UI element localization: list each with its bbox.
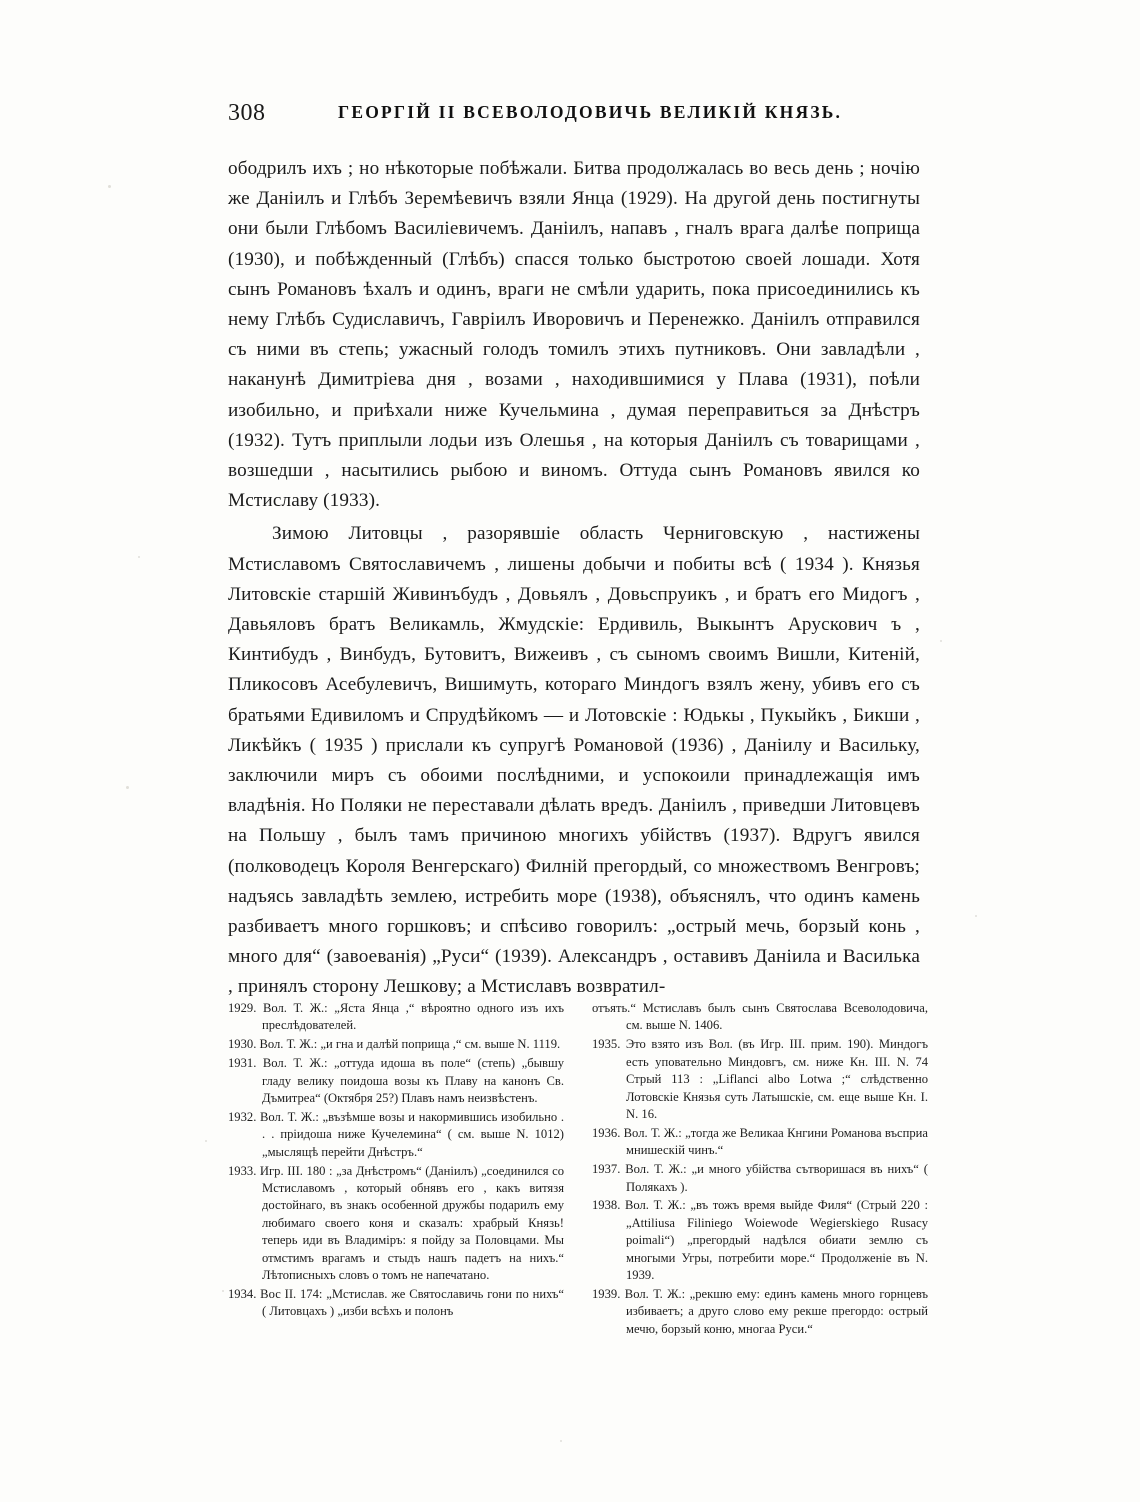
scan-speck <box>126 786 129 789</box>
footnote: 1937. Вол. Т. Ж.: „и много убійства сътворишася въ нихъ“ ( Полякахъ ). <box>592 1162 928 1194</box>
scan-speck <box>205 1140 207 1142</box>
body-text <box>228 154 920 1003</box>
page-number: 308 <box>228 100 266 126</box>
scan-speck <box>560 1440 562 1442</box>
scan-speck <box>108 185 111 188</box>
footnote: 1933. Игр. III. 180 : „за Днѣстромъ“ (Даніилъ) „соединился со Мстиславомъ , который обнявъ его , какъ витязя достойнаго, въ знакъ особенной дружбы подарилъ ему любимаго своего коня и сказалъ: храбрый Князь! теперь иди въ Владиміръ: я пойду за Половцами. Мы отмстимъ врагамъ и стыдъ нашъ падетъ на нихъ.“ Лѣтописныхъ словъ о томъ не напечатано. <box>228 1163 564 1283</box>
footnote: 1936. Вол. Т. Ж.: „тогда же Великаа Кнгини Романова въсприа мнишескій чинъ.“ <box>592 1125 928 1158</box>
footnote: 1931. Вол. Т. Ж.: „оттуда идоша въ поле“ (степь) „бывшу гладу велику поидоша возы къ Плаву на канонъ Св. Дъмитреа“ (Октября 25?) Плавъ намъ неизвѣстенъ. <box>228 1056 564 1106</box>
page-content <box>228 98 920 1003</box>
footnotes <box>228 1000 928 1338</box>
scan-speck <box>940 640 942 642</box>
scan-speck <box>975 915 977 917</box>
page-header <box>228 98 920 132</box>
footnote: 1938. Вол. Т. Ж.: „въ тожъ время выйде Филя“ (Стрый 220 : „Attiliusa Filiniego Woiewode Wegierskiego Rusacy poimali“) „прегордый надѣлся обиати землю съ многыми Угры, потребити море.“ Продолженіе въ N. 1939. <box>592 1198 928 1283</box>
footnote: 1934. Вос II. 174: „Мстислав. же Святославичь гони по нихъ“ ( Литовцахъ ) „изби всѣхъ и полонъ <box>228 1287 564 1319</box>
scan-speck <box>222 1290 224 1292</box>
footnote: 1935. Это взято изъ Вол. (въ Игр. III. прим. 190). Миндогъ есть уповательно Миндовгъ, см. ниже Кн. III. N. 74 Стрый 113 : „Liflanci albo Lotwa ;“ слѣдственно Лотовскіе Князья суть Латышскіе, см. еще выше Кн. I. N. 16. <box>592 1037 928 1121</box>
running-title: ГЕОРГІЙ II ВСЕВОЛОДОВИЧЬ ВЕЛИКІЙ КНЯЗЬ. <box>338 102 843 122</box>
footnote: 1932. Вол. Т. Ж.: „възѣмше возы и накормившись изобильно . . . пріидоша ниже Кучелемина“ ( см. выше N. 1012) „мыслящѣ перейти Днѣстръ.“ <box>228 1109 564 1159</box>
footnote: 1929. Вол. Т. Ж.: „Яста Янца ,“ вѣроятно одного изъ ихъ преслѣдователей. <box>228 1001 564 1033</box>
paragraph: ободрилъ ихъ ; но нѣкоторые побѣжали. Битва продолжалась во весь день ; ночію же Даніилъ и Глѣбъ Зеремѣевичъ взяли Янца (1929). На другой день постигнуты они были Глѣбомъ Василіевичемъ. Даніилъ, напавъ , гналъ врага далѣе поприща (1930), и побѣжденный (Глѣбъ) спасся только быстротою своей лошади. Хотя сынъ Романовъ ѣхалъ и одинъ, враги не смѣли ударить, пока присоединились къ нему Глѣбъ Судиславичъ, Гавріилъ Иворовичъ и Перенежко. Даніилъ отправился съ ними въ степь; ужасный голодъ томилъ этихъ путниковъ. Они завладѣли , наканунѣ Димитріева дня , возами , находившимися у Плава (1931), поѣли изобильно, и приѣхали ниже Кучельмина , думая переправиться за Днѣстръ (1932). Тутъ приплыли лодьи изъ Олешья , на которыя Даніилъ съ товарищами , возшедши , насытились рыбою и виномъ. Оттуда сынъ Романовъ явился ко Мстиславу (1933). <box>228 158 920 512</box>
scan-speck <box>138 556 140 558</box>
footnote-continuation: отъять.“ Мстиславъ былъ сынъ Святослава Всеволодовича, см. выше N. 1406. <box>592 1001 928 1033</box>
footnote: 1939. Вол. Т. Ж.: „рекшю ему: единъ камень много горнцевъ избиваетъ; а друго слово ему рекше прегордо: острый мечю, борзый коню, многаа Руси.“ <box>592 1287 928 1336</box>
paragraph: Зимою Литовцы , разорявшіе область Черниговскую , настижены Мстиславомъ Святославичемъ , лишены добычи и побиты всѣ ( 1934 ). Князья Литовскіе старшій Живинъбудъ , Довьялъ , Довьспруикъ , и братъ его Мидогъ , Давьяловъ братъ Великамль, Жмудскіе: Ердивиль, Выкынтъ Арускович ъ , Кинтибудъ , Винбудъ, Бутовитъ, Вижеивъ , съ сыномъ своимъ Вишли, Китеній, Пликосовъ Асебулевичъ, Вишимуть, котораго Миндогъ взялъ жену, убивъ его съ братьями Едивиломъ и Спрудѣйкомъ — и Лотовскіе : Юдькы , Пукыйкъ , Бикши , Ликѣйкъ ( 1935 ) прислали къ супругѣ Романовой (1936) , Даніилу и Васильку, заключили миръ съ обоими послѣдними, и успокоили принадлежащія имъ владѣнія. Но Поляки не переставали дѣлать вредъ. Даніилъ , приведши Литовцевъ на Польшу , былъ тамъ причиною многихъ убійствъ (1937). Вдругъ явился (полководецъ Короля Венгерскаго) Филній прегордый, со множествомъ Венгровъ; надъясь завладѣть землею, истребить море (1938), объяснялъ, что одинъ камень разбиваетъ много горшковъ; и спѣсиво говорилъ: „острый мечь, борзый конь , много для“ (завоеванія) „Руси“ (1939). Александръ , оставивъ Даніила и Василька , принялъ сторону Лешкову; а Мстиславъ возвратил- <box>228 523 920 998</box>
footnote: 1930. Вол. Т. Ж.: „и гна и далѣй поприща ,“ см. выше N. 1119. <box>228 1037 561 1052</box>
